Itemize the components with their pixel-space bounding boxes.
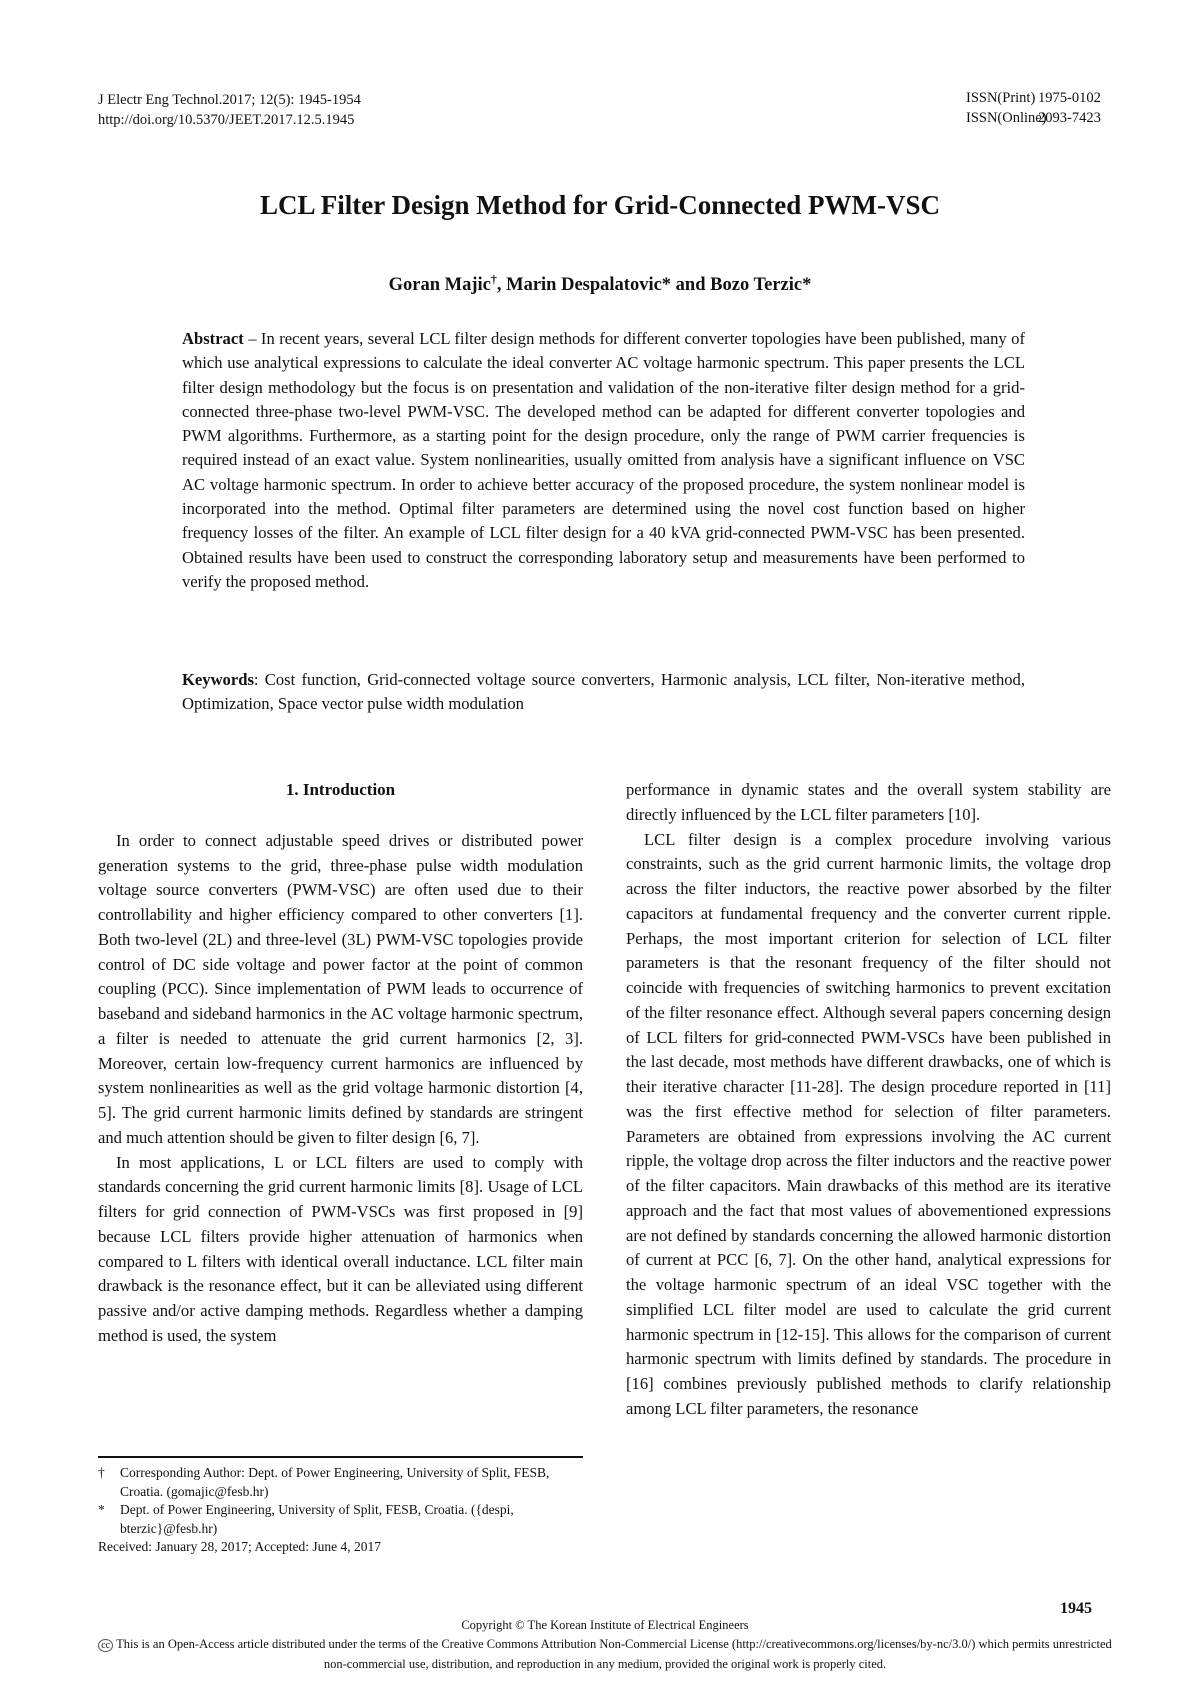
- page-number: 1945: [1060, 1600, 1092, 1617]
- footnotes: [98, 1464, 583, 1557]
- paragraph: In most applications, L or LCL filters are used to comply with standards concerning the grid current harmonic limits [8]. Usage of LCL filters for grid connection of PWM-VSCs was first proposed in [9] because LCL filters provide higher attenuation of harmonics when compared to L filters with identical overall inductance. LCL filter main drawback is the resonance effect, but it can be alleviated using different passive and/or active damping methods. Regardless whether a damping method is used, the system: [98, 1152, 583, 1345]
- footer: [98, 1616, 1112, 1674]
- issn-print: 1975-0102: [1038, 90, 1101, 106]
- abstract-label: Abstract: [182, 329, 244, 348]
- corresponding-mark: †: [490, 272, 497, 286]
- footnote-text: Dept. of Power Engineering, University of Split, FESB, Croatia. ({despi, bterzic}@fesb.hr): [120, 1502, 514, 1536]
- issn-print-label: ISSN(Print): [966, 90, 1036, 106]
- keywords: [182, 668, 1025, 717]
- author-1: Goran Majic: [388, 275, 491, 296]
- paragraph: LCL filter design is a complex procedure involving various constraints, such as the grid current harmonic limits, the voltage drop across the filter inductors, the reactive power absorbed by the filter capacitors at fundamental frequency and the converter current ripple. Perhaps, the most important criterion for selection of LCL filter parameters is that the resonant frequency of the filter should not coincide with frequencies of switching harmonics to prevent excitation of the filter resonance effect. Although several papers concerning design of LCL filters for grid-connected PWM-VSCs have been published in the last decade, most methods have different drawbacks, one of which is their iterative character [11-28]. The design procedure reported in [11] was the first effective method for selection of filter parameters. Parameters are obtained from expressions involving the AC current ripple, the voltage drop across the filter inductors and the reactive power of the filter capacitors. Main drawbacks of this method are its iterative approach and the fact that most values of abovementioned expressions are not defined by standards concerning the allowed harmonic distortion of current at PCC [6, 7]. On the other hand, analytical expressions for the voltage harmonic spectrum of an ideal VSC together with the simplified LCL filter model are used to calculate the grid current harmonic spectrum in [12-15]. This allows for the comparison of current harmonic spectrum with limits defined by standards. The procedure in [16] combines previously published methods to clarify relationship among LCL filter parameters, the resonance: [626, 829, 1111, 1418]
- received-dates: Received: January 28, 2017; Accepted: June 4, 2017: [98, 1539, 382, 1554]
- journal-citation: J Electr Eng Technol.2017; 12(5): 1945-1954: [98, 92, 361, 108]
- footnote-text: Corresponding Author: Dept. of Power Engineering, University of Split, FESB, Croatia. (gomajic@fesb.hr): [120, 1465, 550, 1499]
- keywords-text: : Cost function, Grid-connected voltage source converters, Harmonic analysis, LCL filter, Non-iterative method, Optimization, Space vector pulse width modulation: [182, 670, 1025, 714]
- issn-block: [966, 88, 1101, 128]
- creative-commons-icon: cc: [98, 1639, 113, 1652]
- footnote-mark: *: [98, 1502, 105, 1517]
- license-text: This is an Open-Access article distributed under the terms of the Creative Commons Attribution Non-Commercial License (http://creativecommons.org/licenses/by-nc/3.0/) which permits unrestricted non-commercial use, distribution, and reproduction in any medium, provided the original work is properly cited.: [116, 1637, 1112, 1671]
- abstract-text: – In recent years, several LCL filter design methods for different converter topologies have been published, many of which use analytical expressions to calculate the ideal converter AC voltage harmonic spectrum. This paper presents the LCL filter design methodology but the focus is on presentation and validation of the non-iterative filter design method for a grid-connected three-phase two-level PWM-VSC. The developed method can be adapted for different converter topologies and PWM algorithms. Furthermore, as a starting point for the design procedure, only the range of PWM carrier frequencies is required instead of an exact value. System nonlinearities, usually omitted from analysis have a significant influence on VSC AC voltage harmonic spectrum. In order to achieve better accuracy of the proposed procedure, the system nonlinear model is incorporated into the method. Optimal filter parameters are determined using the novel cost function based on higher frequency losses of the filter. An example of LCL filter design for a 40 kVA grid-connected PWM-VSC has been presented. Obtained results have been used to construct the corresponding laboratory setup and measurements have been performed to verify the proposed method.: [182, 329, 1025, 591]
- left-column: [98, 778, 583, 1349]
- authors: [0, 272, 1200, 296]
- paragraph: In order to connect adjustable speed drives or distributed power generation systems to the grid, three-phase pulse width modulation voltage source converters (PWM-VSC) are often used due to their controllability and higher efficiency compared to other converters [1]. Both two-level (2L) and three-level (3L) PWM-VSC topologies provide control of DC side voltage and power factor at the point of common coupling (PCC). Since implementation of PWM leads to occurrence of baseband and sideband harmonics in the AC voltage harmonic spectrum, a filter is needed to attenuate the grid current harmonics [2, 3]. Moreover, certain low-frequency current harmonics are influenced by system nonlinearities as well as the grid voltage harmonic distortion [4, 5]. The grid current harmonic limits defined by standards are stringent and much attention should be given to filter design [6, 7].: [98, 830, 583, 1147]
- keywords-label: Keywords: [182, 670, 254, 689]
- footnote-divider: [98, 1456, 583, 1458]
- copyright: Copyright © The Korean Institute of Electrical Engineers: [461, 1618, 749, 1632]
- abstract: [182, 327, 1025, 594]
- journal-header: [98, 90, 361, 130]
- other-authors: , Marin Despalatovic* and Bozo Terzic*: [496, 275, 812, 296]
- right-column: [626, 778, 1111, 1422]
- doi-link[interactable]: http://doi.org/10.5370/JEET.2017.12.5.1945: [98, 112, 355, 128]
- section-heading: 1. Introduction: [285, 780, 396, 799]
- issn-online: 2093-7423: [1038, 110, 1101, 126]
- footnote-mark: †: [98, 1465, 105, 1480]
- paragraph: performance in dynamic states and the overall system stability are directly influenced by the LCL filter parameters [10].: [626, 780, 1111, 824]
- issn-online-label: ISSN(Online): [966, 110, 1047, 126]
- paper-title: LCL Filter Design Method for Grid-Connected PWM-VSC: [260, 190, 940, 220]
